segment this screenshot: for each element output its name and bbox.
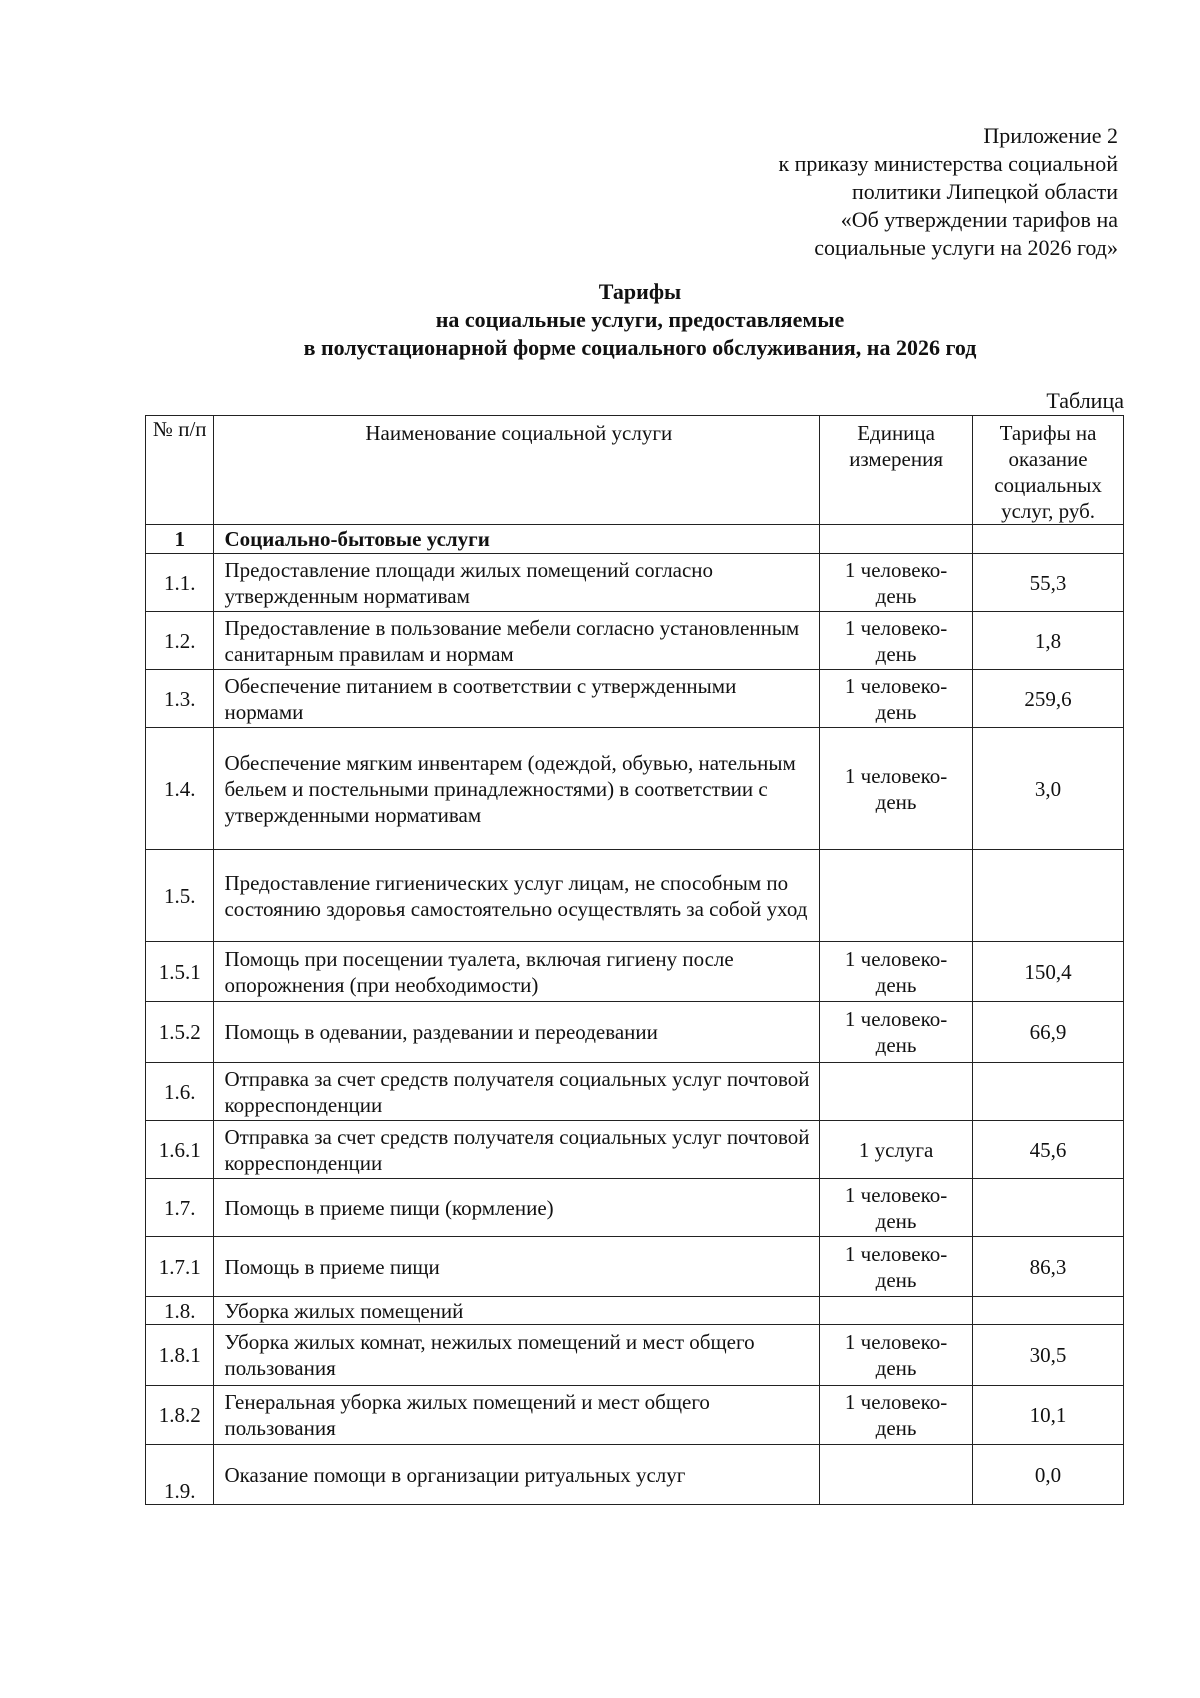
table-row — [146, 1121, 1124, 1179]
row-unit — [820, 1297, 973, 1325]
row-tariff — [973, 1179, 1124, 1237]
table-label: Таблица — [1046, 388, 1124, 413]
row-num: 1.8.2 — [146, 1386, 214, 1445]
row-unit: 1 человеко-день — [820, 1386, 973, 1445]
table-row — [146, 1445, 1124, 1505]
row-num: 1.8.1 — [146, 1325, 214, 1386]
row-unit: 1 человеко-день — [820, 554, 973, 612]
appendix-line: к приказу министерства социальной — [778, 151, 1118, 176]
row-unit: 1 человеко-день — [820, 1237, 973, 1297]
appendix-line: социальные услуги на 2026 год» — [814, 235, 1118, 260]
row-tariff: 1,8 — [973, 612, 1124, 670]
row-name: Уборка жилых комнат, нежилых помещений и мест общего пользования — [214, 1325, 820, 1386]
row-name: Помощь в одевании, раздевании и переодевании — [214, 1002, 820, 1063]
row-unit: 1 человеко-день — [820, 942, 973, 1002]
header-tariff: Тарифы на оказание социальных услуг, руб. — [973, 416, 1124, 525]
row-tariff: 10,1 — [973, 1386, 1124, 1445]
row-num: 1.7. — [146, 1179, 214, 1237]
title-line: в полустационарной форме социального обслуживания, на 2026 год — [303, 335, 977, 360]
appendix-line: Приложение 2 — [983, 123, 1118, 148]
header-name: Наименование социальной услуги — [214, 416, 820, 525]
row-unit — [820, 1445, 973, 1505]
appendix-line: политики Липецкой области — [852, 179, 1118, 204]
row-num: 1.7.1 — [146, 1237, 214, 1297]
table-row — [146, 1179, 1124, 1237]
row-name: Отправка за счет средств получателя социальных услуг почтовой корреспонденции — [214, 1121, 820, 1179]
table-row — [146, 1386, 1124, 1445]
row-name: Помощь в приеме пищи — [214, 1237, 820, 1297]
row-name: Помощь в приеме пищи (кормление) — [214, 1179, 820, 1237]
header-num: № п/п — [146, 416, 214, 525]
table-row — [146, 1297, 1124, 1325]
row-name: Предоставление гигиенических услуг лицам, не способным по состоянию здоровья самостоятельно осуществлять за собой уход — [214, 850, 820, 942]
row-num: 1.2. — [146, 612, 214, 670]
row-name: Уборка жилых помещений — [214, 1297, 820, 1325]
row-unit: 1 человеко-день — [820, 728, 973, 850]
row-tariff: 259,6 — [973, 670, 1124, 728]
row-name: Генеральная уборка жилых помещений и мест общего пользования — [214, 1386, 820, 1445]
row-name: Обеспечение питанием в соответствии с утвержденными нормами — [214, 670, 820, 728]
section-unit — [820, 525, 973, 554]
row-name: Обеспечение мягким инвентарем (одеждой, обувью, нательным бельем и постельными принадлежностями) в соответствии с утвержденными нормативам — [214, 728, 820, 850]
row-tariff: 3,0 — [973, 728, 1124, 850]
row-tariff: 150,4 — [973, 942, 1124, 1002]
table-row — [146, 1002, 1124, 1063]
table-row — [146, 1237, 1124, 1297]
table-header-row — [146, 416, 1124, 525]
row-num: 1.4. — [146, 728, 214, 850]
row-name: Оказание помощи в организации ритуальных услуг — [214, 1445, 820, 1505]
row-num: 1.9. — [146, 1445, 214, 1505]
document-title — [100, 278, 1180, 362]
row-unit: 1 человеко-день — [820, 1179, 973, 1237]
row-num: 1.6. — [146, 1063, 214, 1121]
row-num: 1.5. — [146, 850, 214, 942]
title-line: Тарифы — [598, 279, 682, 304]
row-tariff: 30,5 — [973, 1325, 1124, 1386]
row-num: 1.5.1 — [146, 942, 214, 1002]
table-row — [146, 850, 1124, 942]
section-name: Социально-бытовые услуги — [214, 525, 820, 554]
section-tariff — [973, 525, 1124, 554]
row-tariff — [973, 1297, 1124, 1325]
row-num: 1.6.1 — [146, 1121, 214, 1179]
row-unit: 1 человеко-день — [820, 612, 973, 670]
table-row — [146, 1063, 1124, 1121]
row-unit — [820, 1063, 973, 1121]
table-row — [146, 554, 1124, 612]
row-name: Отправка за счет средств получателя социальных услуг почтовой корреспонденции — [214, 1063, 820, 1121]
row-name: Помощь при посещении туалета, включая гигиену после опорожнения (при необходимости) — [214, 942, 820, 1002]
row-tariff: 0,0 — [973, 1445, 1124, 1505]
title-line: на социальные услуги, предоставляемые — [435, 307, 845, 332]
row-num: 1.1. — [146, 554, 214, 612]
row-name: Предоставление площади жилых помещений согласно утвержденным нормативам — [214, 554, 820, 612]
row-name: Предоставление в пользование мебели согласно установленным санитарным правилам и нормам — [214, 612, 820, 670]
row-tariff — [973, 1063, 1124, 1121]
section-row — [146, 525, 1124, 554]
row-unit: 1 человеко-день — [820, 670, 973, 728]
row-tariff: 86,3 — [973, 1237, 1124, 1297]
section-num: 1 — [146, 525, 214, 554]
table-row — [146, 670, 1124, 728]
appendix-block — [658, 122, 1118, 262]
row-num: 1.5.2 — [146, 1002, 214, 1063]
table-row — [146, 728, 1124, 850]
row-tariff — [973, 850, 1124, 942]
row-tariff: 66,9 — [973, 1002, 1124, 1063]
header-unit: Единица измерения — [820, 416, 973, 525]
table-row — [146, 942, 1124, 1002]
row-num: 1.8. — [146, 1297, 214, 1325]
row-tariff: 55,3 — [973, 554, 1124, 612]
tariffs-table — [145, 415, 1124, 1505]
row-unit — [820, 850, 973, 942]
appendix-line: «Об утверждении тарифов на — [840, 207, 1118, 232]
row-unit: 1 человеко-день — [820, 1325, 973, 1386]
row-unit: 1 услуга — [820, 1121, 973, 1179]
row-unit: 1 человеко-день — [820, 1002, 973, 1063]
row-tariff: 45,6 — [973, 1121, 1124, 1179]
table-row — [146, 612, 1124, 670]
row-num: 1.3. — [146, 670, 214, 728]
table-row — [146, 1325, 1124, 1386]
